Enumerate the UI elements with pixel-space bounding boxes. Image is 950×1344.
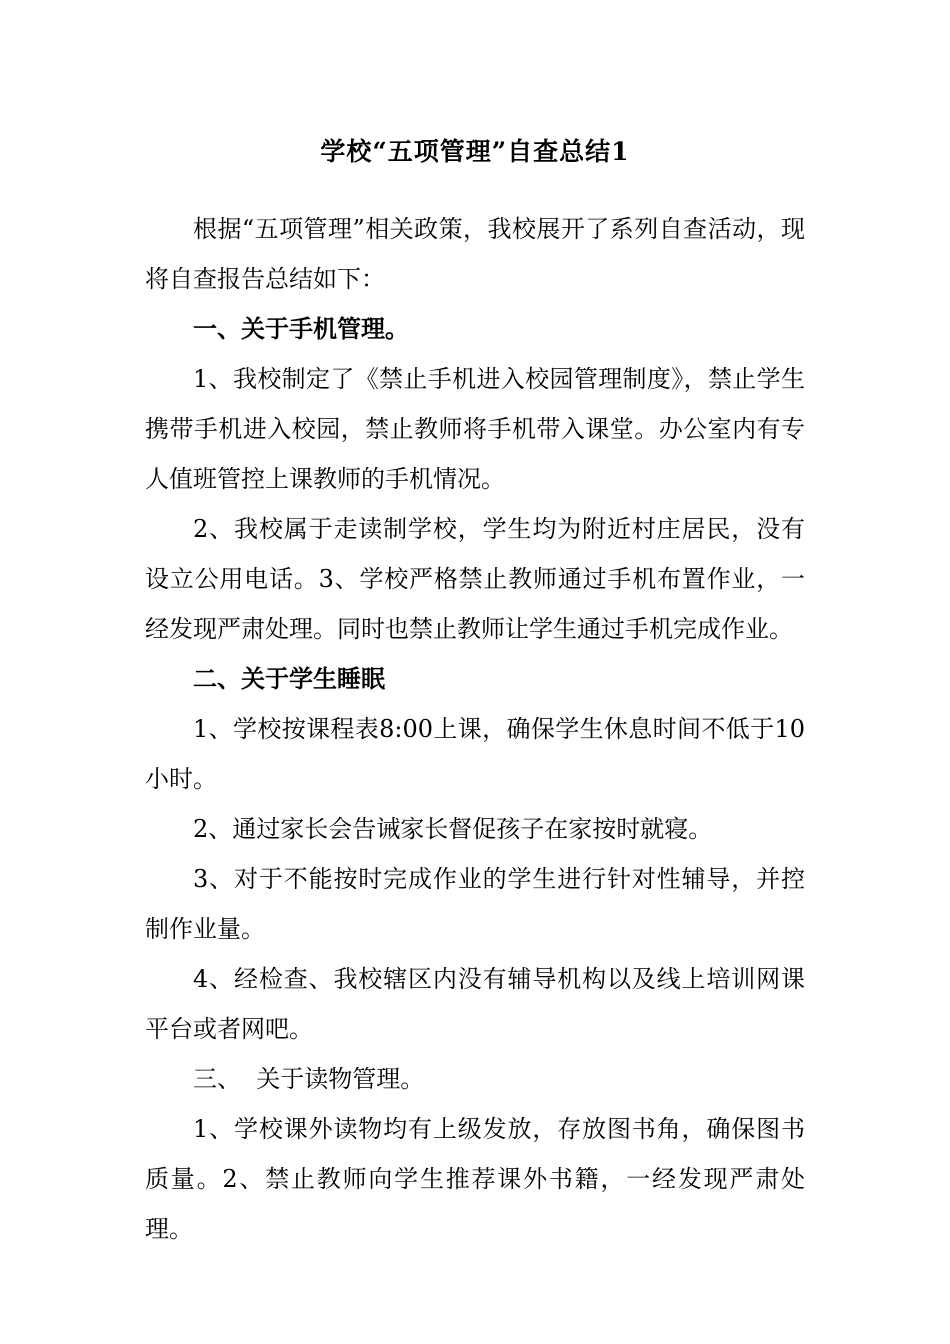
section-heading-phone: 一、关于手机管理。 (193, 314, 409, 343)
sleep-paragraph-4: 4、经检查、我校辖区内没有辅导机构以及线上培训网课平台或者网吧。 (145, 965, 805, 1043)
sleep-paragraph-2: 2、通过家长会告诫家长督促孩子在家按时就寝。 (193, 815, 713, 843)
intro-paragraph: 根据“五项管理”相关政策，我校展开了系列自查活动，现将自查报告总结如下： (145, 215, 805, 293)
document-body (145, 204, 805, 1254)
section-heading-sleep: 二、关于学生睡眠 (193, 664, 385, 693)
document-title: 学校“五项管理”自查总结1 (320, 137, 630, 166)
reading-paragraph-1: 1、学校课外读物均有上级发放，存放图书角，确保图书质量。2、禁止教师向学生推荐课外书籍，一经发现严肃处理。 (145, 1115, 805, 1243)
section-heading-reading: 三、 关于读物管理。 (193, 1065, 425, 1093)
phone-paragraph-2: 2、我校属于走读制学校，学生均为附近村庄居民，没有设立公用电话。3、学校严格禁止教师通过手机布置作业，一经发现严肃处理。同时也禁止教师让学生通过手机完成作业。 (145, 515, 805, 643)
phone-paragraph-1: 1、我校制定了《禁止手机进入校园管理制度》，禁止学生携带手机进入校园，禁止教师将手机带入课堂。办公室内有专人值班管控上课教师的手机情况。 (145, 365, 805, 493)
sleep-paragraph-1: 1、学校按课程表8:00上课，确保学生休息时间不低于10小时。 (145, 715, 805, 793)
sleep-paragraph-3: 3、对于不能按时完成作业的学生进行针对性辅导，并控制作业量。 (145, 865, 805, 943)
